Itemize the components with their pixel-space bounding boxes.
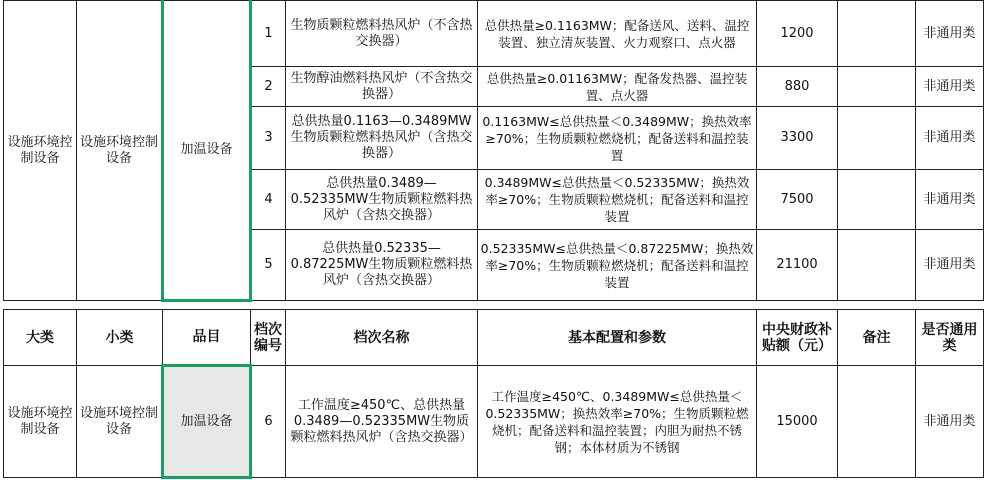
table-row [4,1,984,67]
note-cell [838,366,916,478]
grade-name-cell: 生物醇油燃料热风炉（不含热交换器） [286,67,478,107]
general-cell: 非通用类 [916,67,984,107]
header-row [4,310,984,366]
grade-name-cell: 总供热量0.3489—0.52335MW生物质颗粒燃料热风炉（含热交换器） [286,170,478,230]
header-item: 品目 [163,310,251,366]
header-subsidy: 中央财政补贴额（元） [757,310,838,366]
config-cell: 总供热量≥0.1163MW；配备送风、送料、温控装置、独立清灰装置、火力观察口、点火器 [478,1,757,67]
note-cell [838,67,916,107]
subsidy-table-top [3,0,984,302]
grade-name-cell: 总供热量0.1163—0.3489MW生物质颗粒燃料热风炉（含热交换器） [286,107,478,170]
config-cell: 工作温度≥450℃、0.3489MW≤总供热量＜0.52335MW；换热效率≥70%；生物质颗粒燃烧机；配备送料和温控装置；内胆为耐热不锈钢；本体材质为不锈钢 [478,366,757,478]
table-row [4,366,984,478]
grade-name-cell: 生物质颗粒燃料热风炉（不含热交换器） [286,1,478,67]
subsidy-cell: 880 [757,67,838,107]
general-cell: 非通用类 [916,230,984,301]
general-cell: 非通用类 [916,1,984,67]
subsidy-table-bottom [3,309,984,479]
header-grade: 档次编号 [251,310,286,366]
subsidy-cell: 21100 [757,230,838,301]
config-cell: 0.52335MW≤总供热量＜0.87225MW；换热效率≥70%；生物质颗粒燃烧机；配备送料和温控装置 [478,230,757,301]
general-cell: 非通用类 [916,107,984,170]
grade-cell: 3 [251,107,286,170]
grade-cell: 5 [251,230,286,301]
major-category-cell: 设施环境控制设备 [4,366,77,478]
subsidy-cell: 7500 [757,170,838,230]
config-cell: 0.1163MW≤总供热量＜0.3489MW；换热效率≥70%；生物质颗粒燃烧机；配备送料和温控装置 [478,107,757,170]
grade-cell: 6 [251,366,286,478]
config-cell: 0.3489MW≤总供热量＜0.52335MW；换热效率≥70%；生物质颗粒燃烧机；配备送料和温控装置 [478,170,757,230]
item-cell-selected[interactable]: 加温设备 [163,366,251,478]
grade-name-cell: 工作温度≥450℃、总供热量0.3489—0.52335MW生物质颗粒燃料热风炉（含热交换器） [286,366,478,478]
grade-cell: 2 [251,67,286,107]
general-cell: 非通用类 [916,366,984,478]
header-config: 基本配置和参数 [478,310,757,366]
item-cell-selected[interactable]: 加温设备 [163,1,251,301]
note-cell [838,170,916,230]
note-cell [838,1,916,67]
general-cell: 非通用类 [916,170,984,230]
major-category-cell: 设施环境控制设备 [4,1,77,301]
header-general: 是否通用类 [916,310,984,366]
grade-cell: 4 [251,170,286,230]
header-grade-name: 档次名称 [286,310,478,366]
subsidy-cell: 1200 [757,1,838,67]
header-major-category: 大类 [4,310,77,366]
grade-cell: 1 [251,1,286,67]
note-cell [838,230,916,301]
grade-name-cell: 总供热量0.52335—0.87225MW生物质颗粒燃料热风炉（含热交换器） [286,230,478,301]
header-note: 备注 [838,310,916,366]
subsidy-cell: 15000 [757,366,838,478]
config-cell: 总供热量≥0.01163MW；配备发热器、温控装置、点火器 [478,67,757,107]
header-minor-category: 小类 [77,310,163,366]
note-cell [838,107,916,170]
minor-category-cell: 设施环境控制设备 [77,1,163,301]
minor-category-cell: 设施环境控制设备 [77,366,163,478]
subsidy-cell: 3300 [757,107,838,170]
